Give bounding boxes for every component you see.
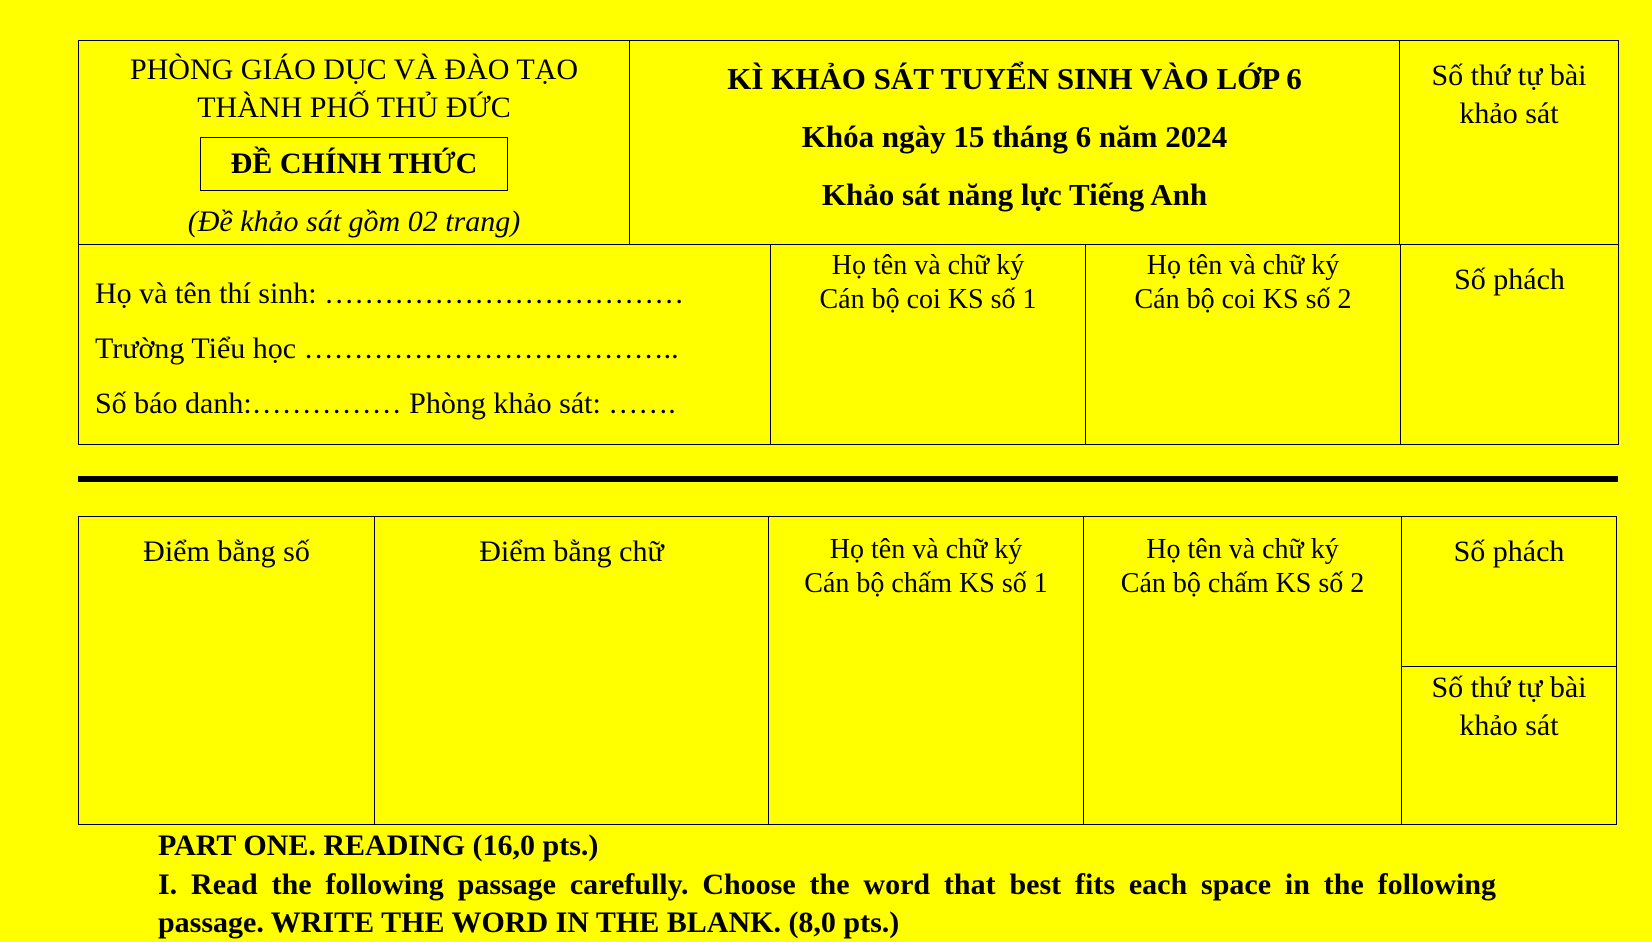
part-one-title: PART ONE. READING (16,0 pts.): [158, 829, 599, 862]
score-words-label: Điểm bằng chữ: [479, 535, 664, 568]
score-paper-order-cell: [1402, 667, 1617, 825]
candidate-name-line: Họ và tên thí sinh: ………………………………: [95, 277, 685, 310]
exam-subject: Khảo sát năng lực Tiếng Anh: [821, 177, 1208, 212]
exam-title: KÌ KHẢO SÁT TUYỂN SINH VÀO LỚP 6: [727, 61, 1302, 96]
score-code-cell: [1402, 517, 1617, 667]
school-line: Trường Tiểu học ………………………………..: [95, 332, 679, 365]
exam-header-table: [78, 40, 1619, 245]
proctor2-cell: [1086, 245, 1401, 445]
score-code-label: Số phách: [1453, 535, 1565, 568]
cut-divider-line: [78, 476, 1618, 482]
exam-title-cell: [630, 41, 1400, 245]
grader2-title: Cán bộ chấm KS số 2: [1120, 568, 1365, 599]
code-label: Số phách: [1454, 263, 1565, 296]
paper-order-label: Số thứ tự bài: [1431, 59, 1587, 92]
city-name: THÀNH PHỐ THỦ ĐỨC: [197, 91, 511, 124]
candidate-info-table: [78, 244, 1619, 445]
score-number-cell: [79, 517, 375, 825]
proctor1-cell: [771, 245, 1086, 445]
grader2-cell: [1084, 517, 1402, 825]
score-paper-order-label: Số thứ tự bài: [1431, 671, 1587, 704]
code-cell: [1401, 245, 1619, 445]
paper-order-label-2: khảo sát: [1459, 97, 1559, 130]
department-name: PHÒNG GIÁO DỤC VÀ ĐÀO TẠO: [129, 53, 579, 86]
score-words-cell: [375, 517, 769, 825]
official-label: ĐỀ CHÍNH THỨC: [200, 137, 509, 191]
grader2-label: Họ tên và chữ ký: [1146, 534, 1339, 565]
grader1-title: Cán bộ chấm KS số 1: [804, 568, 1048, 599]
exam-date: Khóa ngày 15 tháng 6 năm 2024: [801, 119, 1228, 154]
proctor2-title: Cán bộ coi KS số 2: [1134, 284, 1352, 315]
candidate-cell: [79, 245, 771, 445]
candidate-id-line: Số báo danh:…………… Phòng khảo sát: …….: [95, 387, 676, 420]
grader1-cell: [769, 517, 1084, 825]
proctor1-label: Họ tên và chữ ký: [831, 250, 1025, 281]
grader1-label: Họ tên và chữ ký: [829, 534, 1023, 565]
proctor2-label: Họ tên và chữ ký: [1146, 250, 1340, 281]
proctor1-title: Cán bộ coi KS số 1: [819, 284, 1037, 315]
score-paper-order-label-2: khảo sát: [1459, 709, 1559, 742]
pages-note: (Đề khảo sát gồm 02 trang): [187, 205, 521, 238]
scoring-table: [78, 516, 1617, 825]
paper-order-cell: [1400, 41, 1619, 245]
department-cell: [79, 41, 630, 245]
score-number-label: Điểm bằng số: [143, 535, 310, 568]
part-one-instruction: I. Read the following passage carefully. Choose the word that best fits each space in the following passage. WRITE THE WORD IN THE BLANK. (8,0 pts.): [158, 868, 1496, 939]
